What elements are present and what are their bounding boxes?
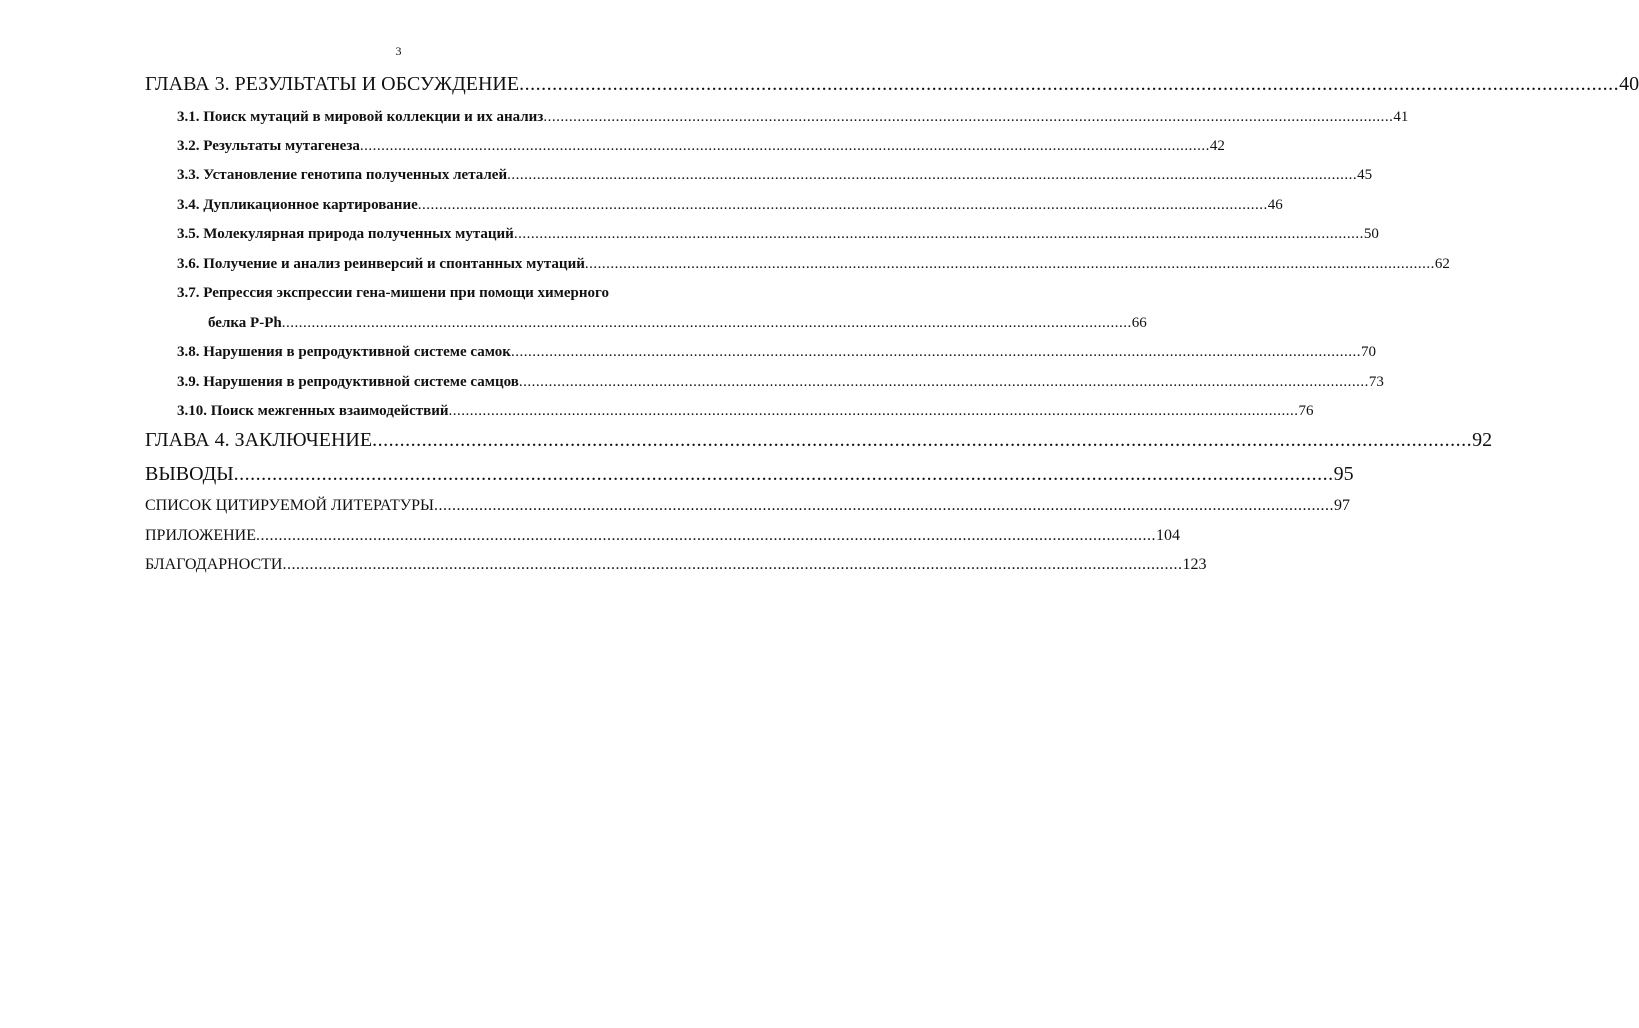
toc-entry-chapter-4 [145, 428, 1493, 452]
toc-entry-page: 41 [1393, 109, 1409, 125]
toc-entry-page: 92 [1472, 429, 1493, 451]
toc-entry-3-7-line-1: 3.7. Репрессия экспрессии гена-мишени при помощи химерного [177, 285, 609, 301]
toc-entry-title: 3.2. Результаты мутагенеза [177, 138, 360, 154]
leader-dots: ........................................................................................................................................................................................................ [256, 527, 1157, 544]
toc-entry-page: 50 [1363, 226, 1379, 242]
leader-dots: ........................................................................................................................................................................................................ [513, 226, 1364, 242]
toc-entry-3-7 [208, 313, 1147, 333]
toc-entry-title: 3.8. Нарушения в репродуктивной системе самок [177, 344, 511, 360]
leader-dots: ........................................................................................................................................................................................................ [510, 344, 1361, 360]
toc-entry-3-5 [177, 224, 1379, 244]
toc-entry-page: 62 [1434, 256, 1450, 272]
toc-entry-page: 45 [1357, 167, 1373, 183]
toc-entry-title: ГЛАВА 4. ЗАКЛЮЧЕНИЕ [145, 429, 373, 451]
leader-dots: ........................................................................................................................................................................................................ [543, 109, 1394, 125]
toc-entry-page: 73 [1368, 374, 1384, 390]
toc-entry-3-4 [177, 195, 1283, 215]
toc-entry-page: 76 [1298, 403, 1314, 419]
leader-dots: ........................................................................................................................................................................................................ [359, 138, 1210, 154]
toc-entry-3-6 [177, 254, 1450, 274]
toc-entry-acknowledgements [145, 555, 1207, 575]
leader-dots: ........................................................................................................................................................................................................ [281, 315, 1132, 331]
toc-entry-title: 3.10. Поиск межгенных взаимодействий [177, 403, 449, 419]
leader-dots: ........................................................................................................................................................................................................ [448, 403, 1299, 419]
leader-dots: ........................................................................................................................................................................................................ [507, 167, 1358, 183]
toc-entry-3-2 [177, 136, 1225, 156]
toc-entry-page: 104 [1156, 527, 1181, 544]
toc-entry-title: БЛАГОДАРНОСТИ [145, 556, 283, 573]
toc-entry-page: 70 [1360, 344, 1376, 360]
toc-entry-appendix [145, 526, 1181, 546]
leader-dots: ........................................................................................................................................................................................................ [518, 374, 1369, 390]
toc-entry-3-8 [177, 342, 1376, 362]
toc-entry-3-9 [177, 372, 1384, 392]
toc-entry-title: 3.5. Молекулярная природа полученных мутаций [177, 226, 514, 242]
leader-dots: ........................................................................................................................................................................................................ [584, 256, 1435, 272]
toc-entry-title: 3.9. Нарушения в репродуктивной системе самцов [177, 374, 519, 390]
toc-entry-3-3 [177, 165, 1373, 185]
toc-entry-title: ГЛАВА 3. РЕЗУЛЬТАТЫ И ОБСУЖДЕНИЕ [145, 73, 520, 95]
leader-dots: ........................................................................................................................................................................................................ [417, 197, 1268, 213]
toc-entry-page: 42 [1209, 138, 1225, 154]
toc-entry-title: 3.4. Дупликационное картирование [177, 197, 418, 213]
toc-entry-page: 97 [1333, 497, 1350, 514]
toc-entry-chapter-3 [145, 72, 1639, 96]
toc-entry-title: 3.3. Установление генотипа полученных леталей [177, 167, 508, 183]
toc-entry-page: 123 [1182, 556, 1207, 573]
leader-dots: ........................................................................................................................................................................................................ [519, 73, 1620, 95]
toc-entry-page: 46 [1267, 197, 1283, 213]
leader-dots: ........................................................................................................................................................................................................ [282, 556, 1183, 573]
toc-entry-references [145, 496, 1350, 516]
toc-entry-title: 3.1. Поиск мутаций в мировой коллекции и их анализ [177, 109, 544, 125]
toc-entry-3-10 [177, 401, 1314, 421]
toc-entry-page: 40 [1619, 73, 1639, 95]
leader-dots: ........................................................................................................................................................................................................ [433, 497, 1334, 514]
toc-entry-page: 95 [1333, 463, 1354, 485]
toc-entry-conclusions [145, 462, 1354, 486]
toc-entry-3-1 [177, 107, 1409, 127]
leader-dots: ........................................................................................................................................................................................................ [233, 463, 1334, 485]
toc-entry-title: ВЫВОДЫ [145, 463, 234, 485]
toc-entry-title: белка P-Ph [208, 315, 282, 331]
toc-entry-title: СПИСОК ЦИТИРУЕМОЙ ЛИТЕРАТУРЫ [145, 497, 434, 514]
toc-entry-title: 3.6. Получение и анализ реинверсий и спонтанных мутаций [177, 256, 585, 272]
toc-entry-page: 66 [1131, 315, 1147, 331]
page-number: 3 [395, 44, 402, 58]
toc-entry-title: ПРИЛОЖЕНИЕ [145, 527, 257, 544]
leader-dots: ........................................................................................................................................................................................................ [372, 429, 1473, 451]
